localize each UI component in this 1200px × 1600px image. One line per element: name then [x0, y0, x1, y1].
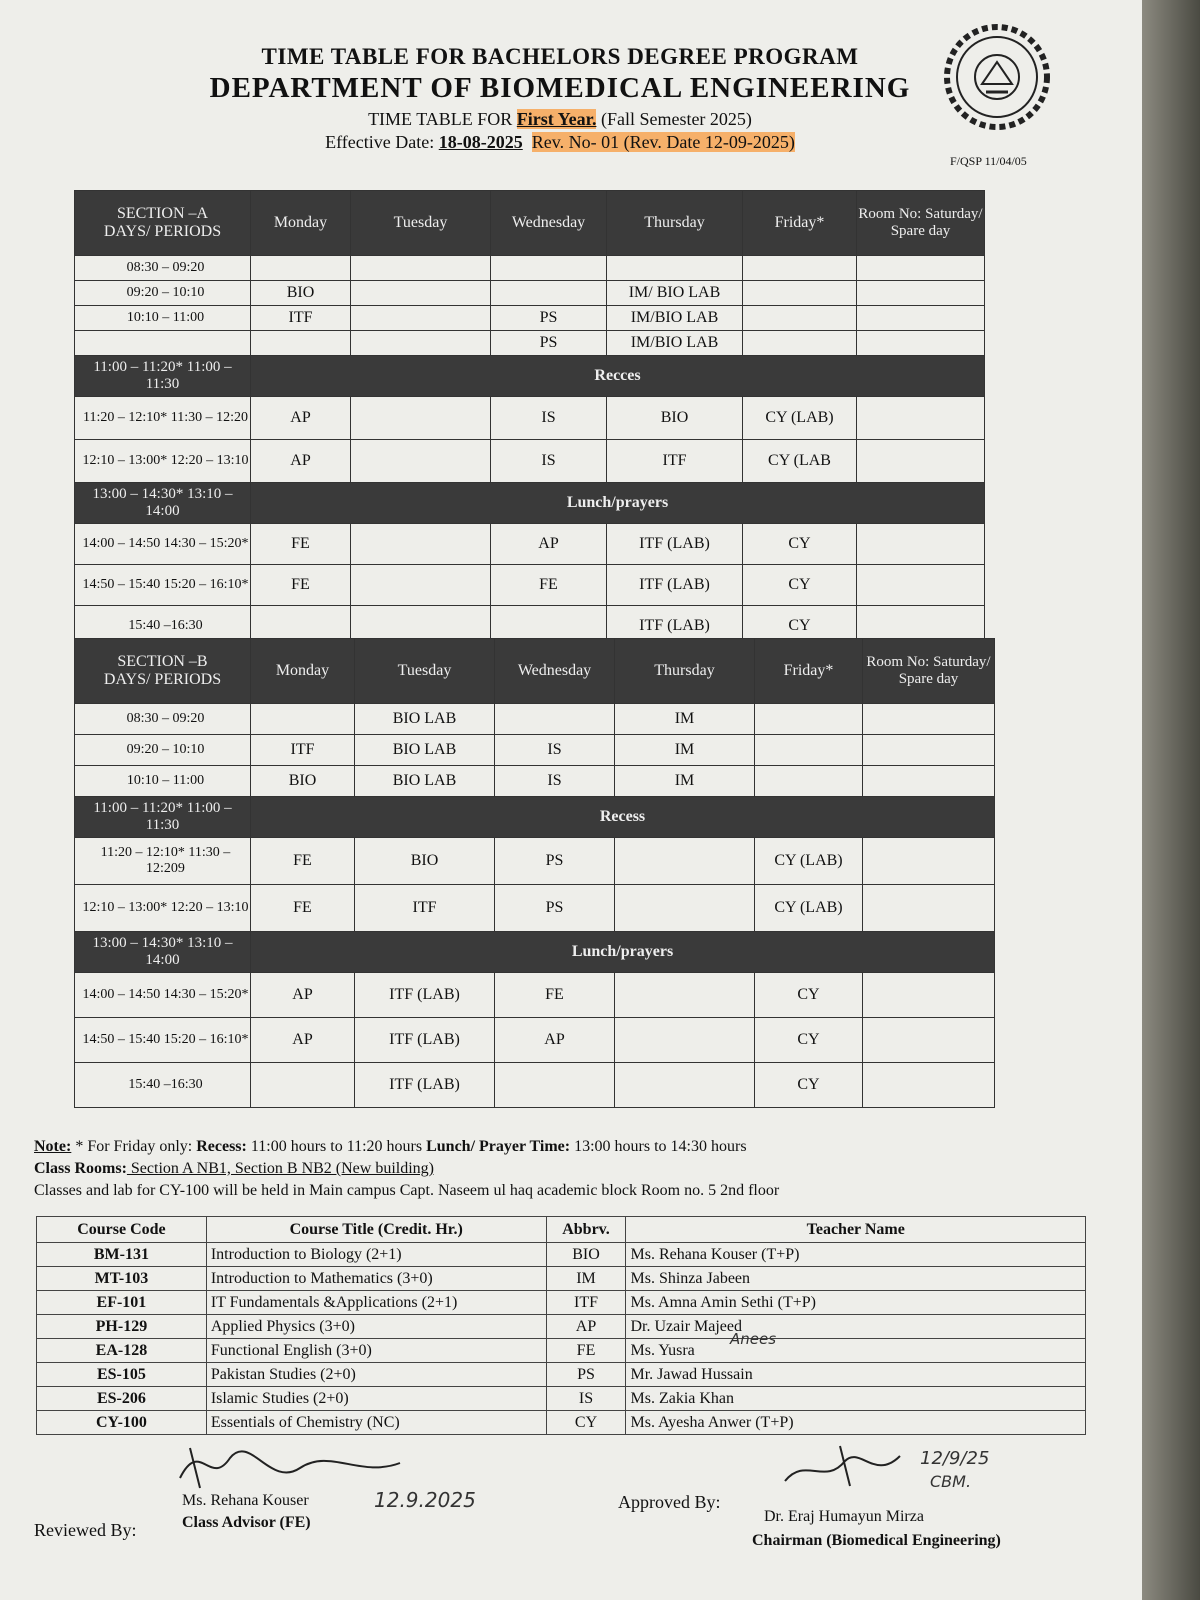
course-cell: FE — [546, 1339, 626, 1363]
timetable-row — [75, 397, 985, 440]
line3-pre: TIME TABLE FOR — [368, 109, 517, 129]
section-b-title: SECTION –B — [117, 653, 208, 670]
room-cell — [857, 397, 985, 440]
course-cell: Islamic Studies (2+0) — [206, 1387, 546, 1411]
approved-by-label: Approved By: — [618, 1492, 721, 1512]
class-rooms-note — [34, 1158, 1034, 1180]
timetable-row — [75, 1063, 995, 1108]
course-cell: CY — [546, 1411, 626, 1435]
room-cell — [863, 766, 995, 797]
section-b-recess-row — [75, 797, 995, 838]
course-cell: ES-206 — [37, 1387, 207, 1411]
section-a-recess-row — [75, 356, 985, 397]
class-cell: ITF (LAB) — [607, 565, 743, 606]
class-cell: IM/BIO LAB — [607, 331, 743, 356]
lunch-label: Lunch/prayers — [251, 932, 995, 973]
day-header: Thursday — [615, 639, 755, 704]
course-cell: Introduction to Mathematics (3+0) — [206, 1267, 546, 1291]
recess-note-label: Recess: — [196, 1138, 247, 1155]
class-cell — [351, 256, 491, 281]
class-cell: PS — [495, 885, 615, 932]
class-cell: CY — [743, 565, 857, 606]
day-header: Tuesday — [355, 639, 495, 704]
period-cell: 12:10 – 13:00* 12:20 – 13:10 — [75, 885, 251, 932]
course-row — [37, 1387, 1086, 1411]
class-cell: BIO LAB — [355, 766, 495, 797]
section-a-afternoon — [75, 524, 985, 647]
notes-block — [34, 1136, 1034, 1202]
effective-date: 18-08-2025 — [438, 132, 523, 152]
recess-periods: 11:00 – 11:20* 11:00 – 11:30 — [75, 797, 251, 838]
class-cell — [251, 704, 355, 735]
room-header: Room No: Saturday/ Spare day — [857, 191, 985, 256]
days-periods-label: DAYS/ PERIODS — [103, 671, 222, 688]
class-cell: PS — [495, 838, 615, 885]
section-a-title: SECTION –A — [116, 205, 209, 222]
class-cell: FE — [491, 565, 607, 606]
class-cell: CY (LAB) — [755, 885, 863, 932]
course-cell: MT-103 — [37, 1267, 207, 1291]
course-cell: Mr. Jawad Hussain — [626, 1363, 1086, 1387]
course-row — [37, 1339, 1086, 1363]
course-cell: IT Fundamentals &Applications (2+1) — [206, 1291, 546, 1315]
class-cell: CY — [755, 1018, 863, 1063]
header-line4 — [190, 132, 930, 153]
class-cell: FE — [251, 565, 351, 606]
course-row — [37, 1291, 1086, 1315]
room-cell — [863, 885, 995, 932]
class-cell: ITF — [355, 885, 495, 932]
class-cell: FE — [251, 524, 351, 565]
approver-signature — [780, 1436, 920, 1496]
timetable-row — [75, 1018, 995, 1063]
room-cell — [857, 306, 985, 331]
class-cell — [491, 256, 607, 281]
section-b-header-row — [75, 639, 995, 704]
reviewer-date: 12.9.2025 — [374, 1488, 476, 1512]
lunch-periods: 13:00 – 14:30* 13:10 – 14:00 — [75, 932, 251, 973]
reviewer-name: Ms. Rehana Kouser — [182, 1492, 309, 1509]
timetable-row — [75, 735, 995, 766]
class-cell: IS — [491, 440, 607, 483]
approver-name: Dr. Eraj Humayun Mirza — [764, 1508, 924, 1525]
timetable-row — [75, 973, 995, 1018]
course-cell: AP — [546, 1315, 626, 1339]
reviewed-by-label: Reviewed By: — [34, 1520, 137, 1540]
class-cell — [351, 331, 491, 356]
class-cell: CY — [743, 524, 857, 565]
note-text: * For Friday only: — [71, 1138, 197, 1155]
section-b-timetable — [74, 638, 995, 1108]
class-cell: BIO — [355, 838, 495, 885]
course-cell: EA-128 — [37, 1339, 207, 1363]
course-cell: Pakistan Studies (2+0) — [206, 1363, 546, 1387]
class-cell: ITF (LAB) — [355, 1018, 495, 1063]
room-cell — [857, 524, 985, 565]
class-cell — [615, 1018, 755, 1063]
class-cell: CY — [743, 606, 857, 647]
class-cell: IM/BIO LAB — [607, 306, 743, 331]
day-header: Wednesday — [495, 639, 615, 704]
approver-initials: CBM. — [930, 1472, 972, 1491]
document-header — [190, 44, 930, 153]
class-cell — [743, 281, 857, 306]
timetable-row — [75, 524, 985, 565]
class-cell — [743, 306, 857, 331]
timetable-row — [75, 281, 985, 306]
col-header: Course Code — [37, 1217, 207, 1243]
section-a-midday — [75, 397, 985, 483]
section-b-lunch-row — [75, 932, 995, 973]
period-cell: 10:10 – 11:00 — [75, 766, 251, 797]
class-cell: CY — [755, 973, 863, 1018]
class-cell: ITF — [251, 735, 355, 766]
room-cell — [863, 838, 995, 885]
class-cell: IS — [495, 735, 615, 766]
class-cell — [755, 704, 863, 735]
lunch-note-label: Lunch/ Prayer Time: — [426, 1138, 571, 1155]
period-cell: 11:20 – 12:10* 11:30 – 12:20 — [75, 397, 251, 440]
class-cell: ITF — [251, 306, 351, 331]
course-cell: Ms. Amna Amin Sethi (T+P) — [626, 1291, 1086, 1315]
section-a-header-row — [75, 191, 985, 256]
timetable-row — [75, 565, 985, 606]
course-cell: Ms. Yusra — [626, 1339, 1086, 1363]
period-cell: 15:40 –16:30 — [75, 1063, 251, 1108]
section-b-midday — [75, 838, 995, 932]
class-cell: AP — [251, 440, 351, 483]
effective-label: Effective Date: — [325, 132, 439, 152]
class-cell: CY (LAB) — [755, 838, 863, 885]
course-cell: ITF — [546, 1291, 626, 1315]
class-cell: FE — [495, 973, 615, 1018]
room-cell — [863, 1018, 995, 1063]
timetable-row — [75, 256, 985, 281]
class-cell — [755, 735, 863, 766]
course-cell: CY-100 — [37, 1411, 207, 1435]
day-header: Tuesday — [351, 191, 491, 256]
course-cell: BIO — [546, 1243, 626, 1267]
handwritten-teacher-note: Anees — [730, 1330, 777, 1348]
day-header: Monday — [251, 639, 355, 704]
class-cell — [251, 1063, 355, 1108]
class-cell: PS — [491, 331, 607, 356]
timetable-row — [75, 440, 985, 483]
col-header: Teacher Name — [626, 1217, 1086, 1243]
course-cell: Introduction to Biology (2+1) — [206, 1243, 546, 1267]
rooms-text: Section A NB1, Section B NB2 (New building) — [126, 1160, 434, 1177]
class-cell: AP — [251, 1018, 355, 1063]
course-table — [36, 1216, 1086, 1435]
timetable-row — [75, 838, 995, 885]
period-cell: 10:10 – 11:00 — [75, 306, 251, 331]
year-highlight: First Year. — [516, 109, 597, 129]
course-cell: IS — [546, 1387, 626, 1411]
class-cell: FE — [251, 885, 355, 932]
class-cell — [251, 256, 351, 281]
days-periods-label: DAYS/ PERIODS — [103, 223, 222, 240]
room-cell — [863, 973, 995, 1018]
period-cell: 15:40 –16:30 — [75, 606, 251, 647]
revision: Rev. No- 01 (Rev. Date 12-09-2025) — [531, 132, 795, 152]
course-row — [37, 1363, 1086, 1387]
course-cell: Applied Physics (3+0) — [206, 1315, 546, 1339]
header-line2: DEPARTMENT OF BIOMEDICAL ENGINEERING — [209, 72, 911, 104]
class-cell: BIO — [607, 397, 743, 440]
class-cell: IM/ BIO LAB — [607, 281, 743, 306]
period-cell: 14:00 – 14:50 14:30 – 15:20* — [75, 973, 251, 1018]
course-row — [37, 1315, 1086, 1339]
period-cell: 12:10 – 13:00* 12:20 – 13:10 — [75, 440, 251, 483]
class-cell — [615, 973, 755, 1018]
friday-note — [34, 1136, 1034, 1158]
room-cell — [857, 331, 985, 356]
course-table-header — [37, 1217, 1086, 1243]
class-cell: IS — [491, 397, 607, 440]
class-cell — [743, 331, 857, 356]
room-cell — [857, 440, 985, 483]
rooms-label: Class Rooms: — [34, 1160, 127, 1177]
period-cell: 09:20 – 10:10 — [75, 735, 251, 766]
period-cell: 11:20 – 12:10* 11:30 – 12:209 — [75, 838, 251, 885]
timetable-row — [75, 331, 985, 356]
period-cell — [75, 331, 251, 356]
class-cell: IM — [615, 704, 755, 735]
course-cell: EF-101 — [37, 1291, 207, 1315]
class-cell: BIO LAB — [355, 704, 495, 735]
cy-note: Classes and lab for CY-100 will be held in Main campus Capt. Naseem ul haq academic block Room no. 5 2nd floor — [34, 1182, 780, 1199]
day-header: Thursday — [607, 191, 743, 256]
approver-title: Chairman (Biomedical Engineering) — [752, 1532, 1001, 1549]
class-cell — [351, 281, 491, 306]
class-cell — [755, 766, 863, 797]
section-b-corner — [75, 639, 251, 704]
course-cell: PS — [546, 1363, 626, 1387]
room-cell — [863, 735, 995, 766]
room-cell — [857, 256, 985, 281]
course-cell: Ms. Rehana Kouser (T+P) — [626, 1243, 1086, 1267]
timetable-row — [75, 766, 995, 797]
section-a-corner — [75, 191, 251, 256]
section-a-lunch-row — [75, 483, 985, 524]
timetable-row — [75, 885, 995, 932]
class-cell — [351, 440, 491, 483]
header-line1: TIME TABLE FOR BACHELORS DEGREE PROGRAM — [261, 44, 859, 69]
class-cell — [351, 565, 491, 606]
university-seal-logo — [942, 22, 1052, 132]
class-cell — [743, 256, 857, 281]
course-cell: ES-105 — [37, 1363, 207, 1387]
note-label: Note: — [34, 1138, 72, 1155]
col-header: Course Title (Credit. Hr.) — [206, 1217, 546, 1243]
period-cell: 14:00 – 14:50 14:30 – 15:20* — [75, 524, 251, 565]
course-cell: Essentials of Chemistry (NC) — [206, 1411, 546, 1435]
class-cell: CY — [755, 1063, 863, 1108]
period-cell: 08:30 – 09:20 — [75, 704, 251, 735]
class-cell — [351, 524, 491, 565]
class-cell: ITF — [607, 440, 743, 483]
class-cell: PS — [491, 306, 607, 331]
period-cell: 14:50 – 15:40 15:20 – 16:10* — [75, 1018, 251, 1063]
class-cell — [495, 1063, 615, 1108]
class-cell: BIO LAB — [355, 735, 495, 766]
class-cell: BIO — [251, 281, 351, 306]
form-number: F/QSP 11/04/05 — [950, 154, 1027, 168]
class-cell: CY (LAB) — [743, 397, 857, 440]
lunch-periods: 13:00 – 14:30* 13:10 – 14:00 — [75, 483, 251, 524]
class-cell: ITF (LAB) — [607, 524, 743, 565]
course-cell: Ms. Shinza Jabeen — [626, 1267, 1086, 1291]
course-cell: Dr. Uzair Majeed — [626, 1315, 1086, 1339]
class-cell: FE — [251, 838, 355, 885]
room-cell — [857, 281, 985, 306]
class-cell — [351, 397, 491, 440]
course-cell: IM — [546, 1267, 626, 1291]
period-cell: 09:20 – 10:10 — [75, 281, 251, 306]
timetable-row — [75, 704, 995, 735]
class-cell — [615, 1063, 755, 1108]
day-header: Wednesday — [491, 191, 607, 256]
class-cell — [251, 331, 351, 356]
section-b-afternoon — [75, 973, 995, 1108]
lunch-note-text: 13:00 hours to 14:30 hours — [570, 1138, 747, 1155]
class-cell: AP — [491, 524, 607, 565]
course-cell: Ms. Zakia Khan — [626, 1387, 1086, 1411]
class-cell: BIO — [251, 766, 355, 797]
course-table-body — [37, 1243, 1086, 1435]
reviewer-title: Class Advisor (FE) — [182, 1514, 311, 1531]
period-cell: 14:50 – 15:40 15:20 – 16:10* — [75, 565, 251, 606]
room-cell — [857, 565, 985, 606]
class-cell — [615, 838, 755, 885]
room-header: Room No: Saturday/ Spare day — [863, 639, 995, 704]
recess-periods: 11:00 – 11:20* 11:00 – 11:30 — [75, 356, 251, 397]
line3-post: (Fall Semester 2025) — [596, 109, 752, 129]
class-cell: ITF (LAB) — [607, 606, 743, 647]
day-header: Monday — [251, 191, 351, 256]
course-row — [37, 1243, 1086, 1267]
class-cell — [495, 704, 615, 735]
class-cell: IM — [615, 735, 755, 766]
class-cell: ITF (LAB) — [355, 1063, 495, 1108]
class-cell: AP — [251, 973, 355, 1018]
recess-label: Recces — [251, 356, 985, 397]
room-cell — [863, 1063, 995, 1108]
class-cell: ITF (LAB) — [355, 973, 495, 1018]
period-cell: 08:30 – 09:20 — [75, 256, 251, 281]
header-line3 — [190, 109, 930, 130]
section-b-morning — [75, 704, 995, 797]
recess-label: Recess — [251, 797, 995, 838]
class-cell: IM — [615, 766, 755, 797]
course-cell: PH-129 — [37, 1315, 207, 1339]
section-a-timetable — [74, 190, 985, 647]
col-header: Abbrv. — [546, 1217, 626, 1243]
class-cell — [491, 281, 607, 306]
lunch-label: Lunch/prayers — [251, 483, 985, 524]
day-header: Friday* — [743, 191, 857, 256]
room-cell — [863, 704, 995, 735]
class-cell — [351, 306, 491, 331]
class-cell — [607, 256, 743, 281]
recess-note-text: 11:00 hours to 11:20 hours — [246, 1138, 427, 1155]
timetable-row — [75, 306, 985, 331]
class-cell: CY (LAB — [743, 440, 857, 483]
background-edge — [1142, 0, 1200, 1600]
class-cell — [615, 885, 755, 932]
class-cell: AP — [495, 1018, 615, 1063]
section-a-morning — [75, 256, 985, 356]
course-row — [37, 1267, 1086, 1291]
class-cell: IS — [495, 766, 615, 797]
course-cell: BM-131 — [37, 1243, 207, 1267]
approver-date: 12/9/25 — [920, 1448, 990, 1469]
class-cell: AP — [251, 397, 351, 440]
day-header: Friday* — [755, 639, 863, 704]
course-cell: Ms. Ayesha Anwer (T+P) — [626, 1411, 1086, 1435]
course-cell: Functional English (3+0) — [206, 1339, 546, 1363]
